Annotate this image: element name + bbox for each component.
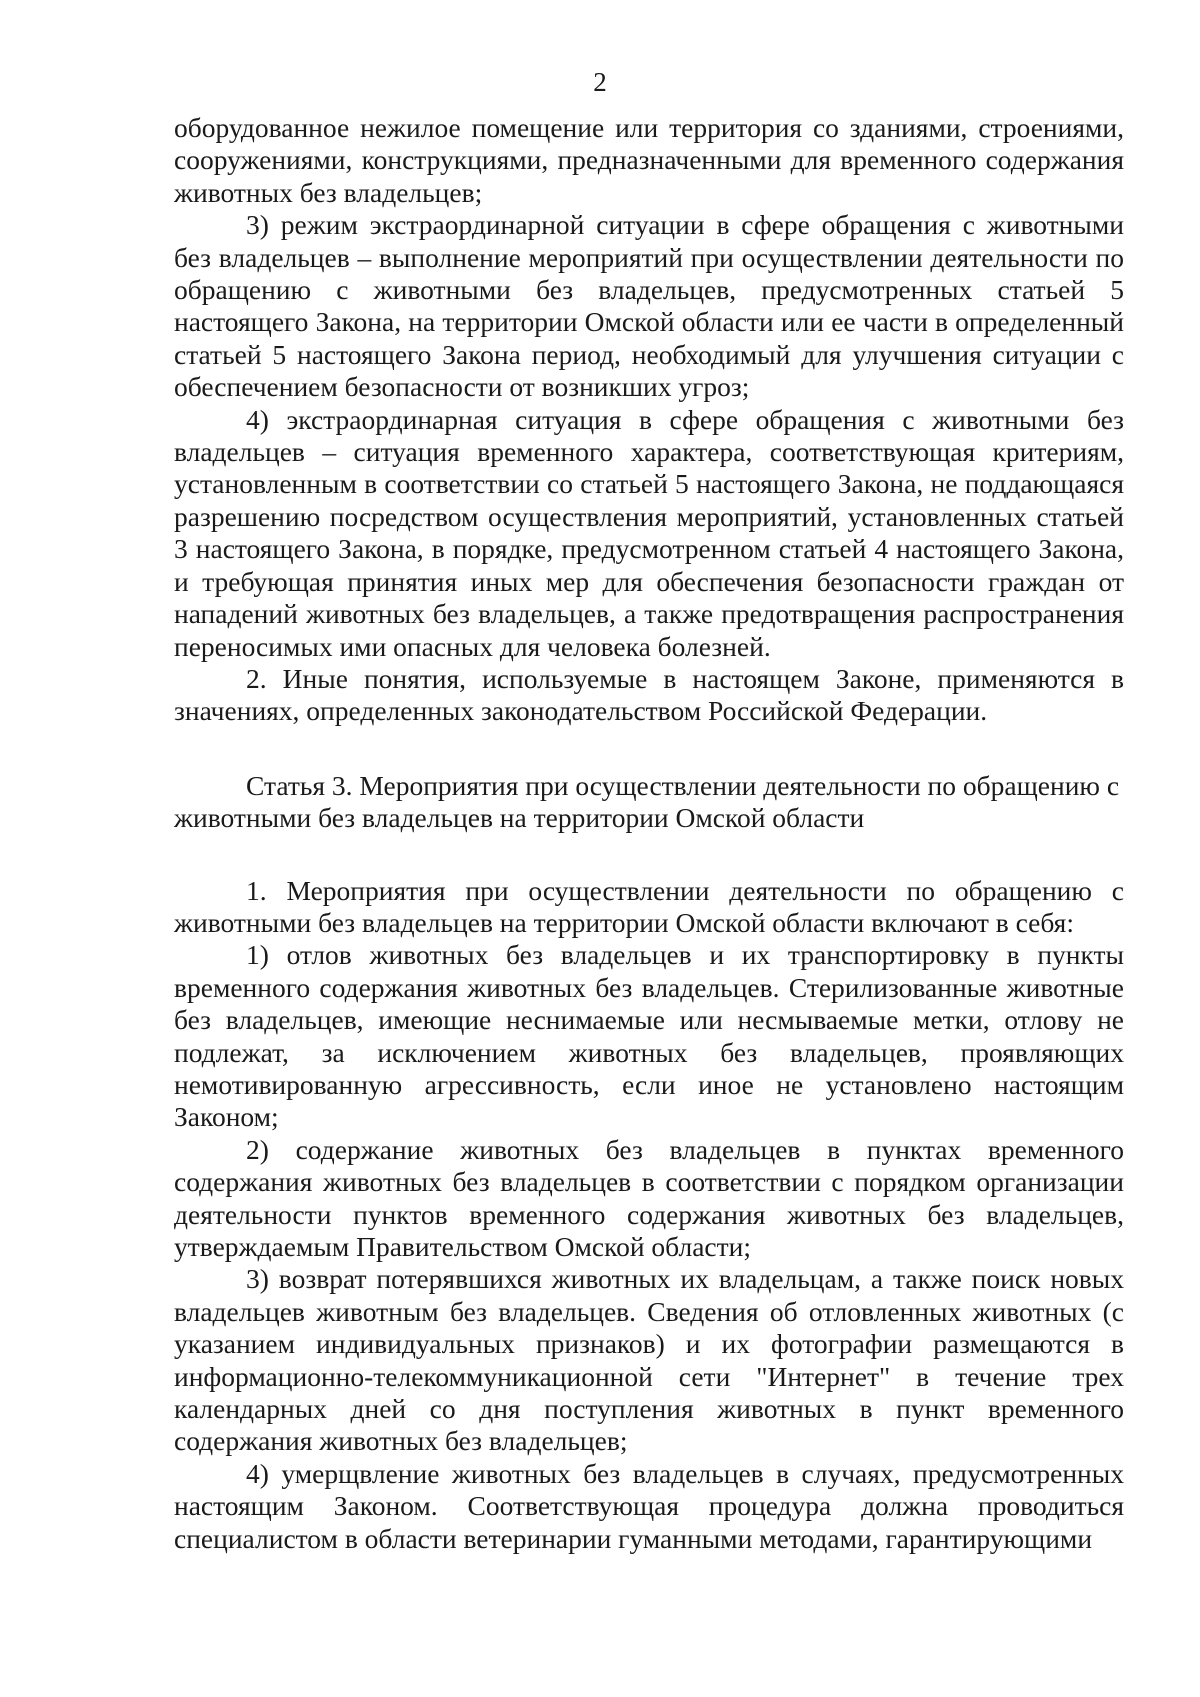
paragraph-item-3: 3) режим экстраординарной ситуации в сфере обращения с животными без владельцев – выполнение мероприятий при осуществлении деятельности по обращению с животными без владельцев, предусмотренных статьей 5 настоящего Закона, на территории Омской области или ее части в определенный статьей 5 настоящего Закона период, необходимый для улучшения ситуации с обеспечением безопасности от возникших угроз; [174, 209, 1124, 403]
document-body [174, 112, 1124, 1555]
article-clause-1: 1. Мероприятия при осуществлении деятельности по обращению с животными без владельцев на территории Омской области включают в себя: [174, 874, 1124, 938]
article-item-2: 2) содержание животных без владельцев в пунктах временного содержания животных без владельцев в соответствии с порядком организации деятельности пунктов временного содержания животных без владельцев, утверждаемым Правительством Омской области; [174, 1133, 1124, 1262]
article-item-4: 4) умерщвление животных без владельцев в случаях, предусмотренных настоящим Законом. Соответствующая процедура должна проводиться специалистом в области ветеринарии гуманными методами, гарантирующими [174, 1457, 1124, 1554]
paragraph-clause-2: 2. Иные понятия, используемые в настоящем Законе, применяются в значениях, определенных законодательством Российской Федерации. [174, 662, 1124, 727]
paragraph-item-4: 4) экстраординарная ситуация в сфере обращения с животными без владельцев – ситуация временного характера, соответствующая критериям, установленным в соответствии со статьей 5 настоящего Закона, не поддающаяся разрешению посредством осуществления мероприятий, установленных статьей 3 настоящего Закона, в порядке, предусмотренном статьей 4 настоящего Закона, и требующая принятия иных мер для обеспечения безопасности граждан от нападений животных без владельцев, а также предотвращения распространения переносимых ими опасных для человека болезней. [174, 403, 1124, 662]
article-heading: Статья 3. Мероприятия при осуществлении деятельности по обращению с животными без владельцев на территории Омской области [174, 769, 1120, 834]
article-item-3: 3) возврат потерявшихся животных их владельцам, а также поиск новых владельцев животным без владельцев. Сведения об отловленных животных (с указанием индивидуальных признаков) и их фотографии размещаются в информационно-телекоммуникационной сети "Интернет" в течение трех календарных дней со дня поступления животных в пункт временного содержания животных без владельцев; [174, 1263, 1124, 1457]
article-item-1: 1) отлов животных без владельцев и их транспортировку в пункты временного содержания животных без владельцев. Стерилизованные животные без владельцев, имеющие неснимаемые или несмываемые метки, отлову не подлежат, за исключением животных без владельцев, проявляющих немотивированную агрессивность, если иное не установлено настоящим Законом; [174, 939, 1124, 1133]
page-number: 2 [593, 67, 607, 97]
paragraph-continuation: оборудованное нежилое помещение или территория со зданиями, строениями, сооружениями, конструкциями, предназначенными для временного содержания животных без владельцев; [174, 112, 1124, 208]
